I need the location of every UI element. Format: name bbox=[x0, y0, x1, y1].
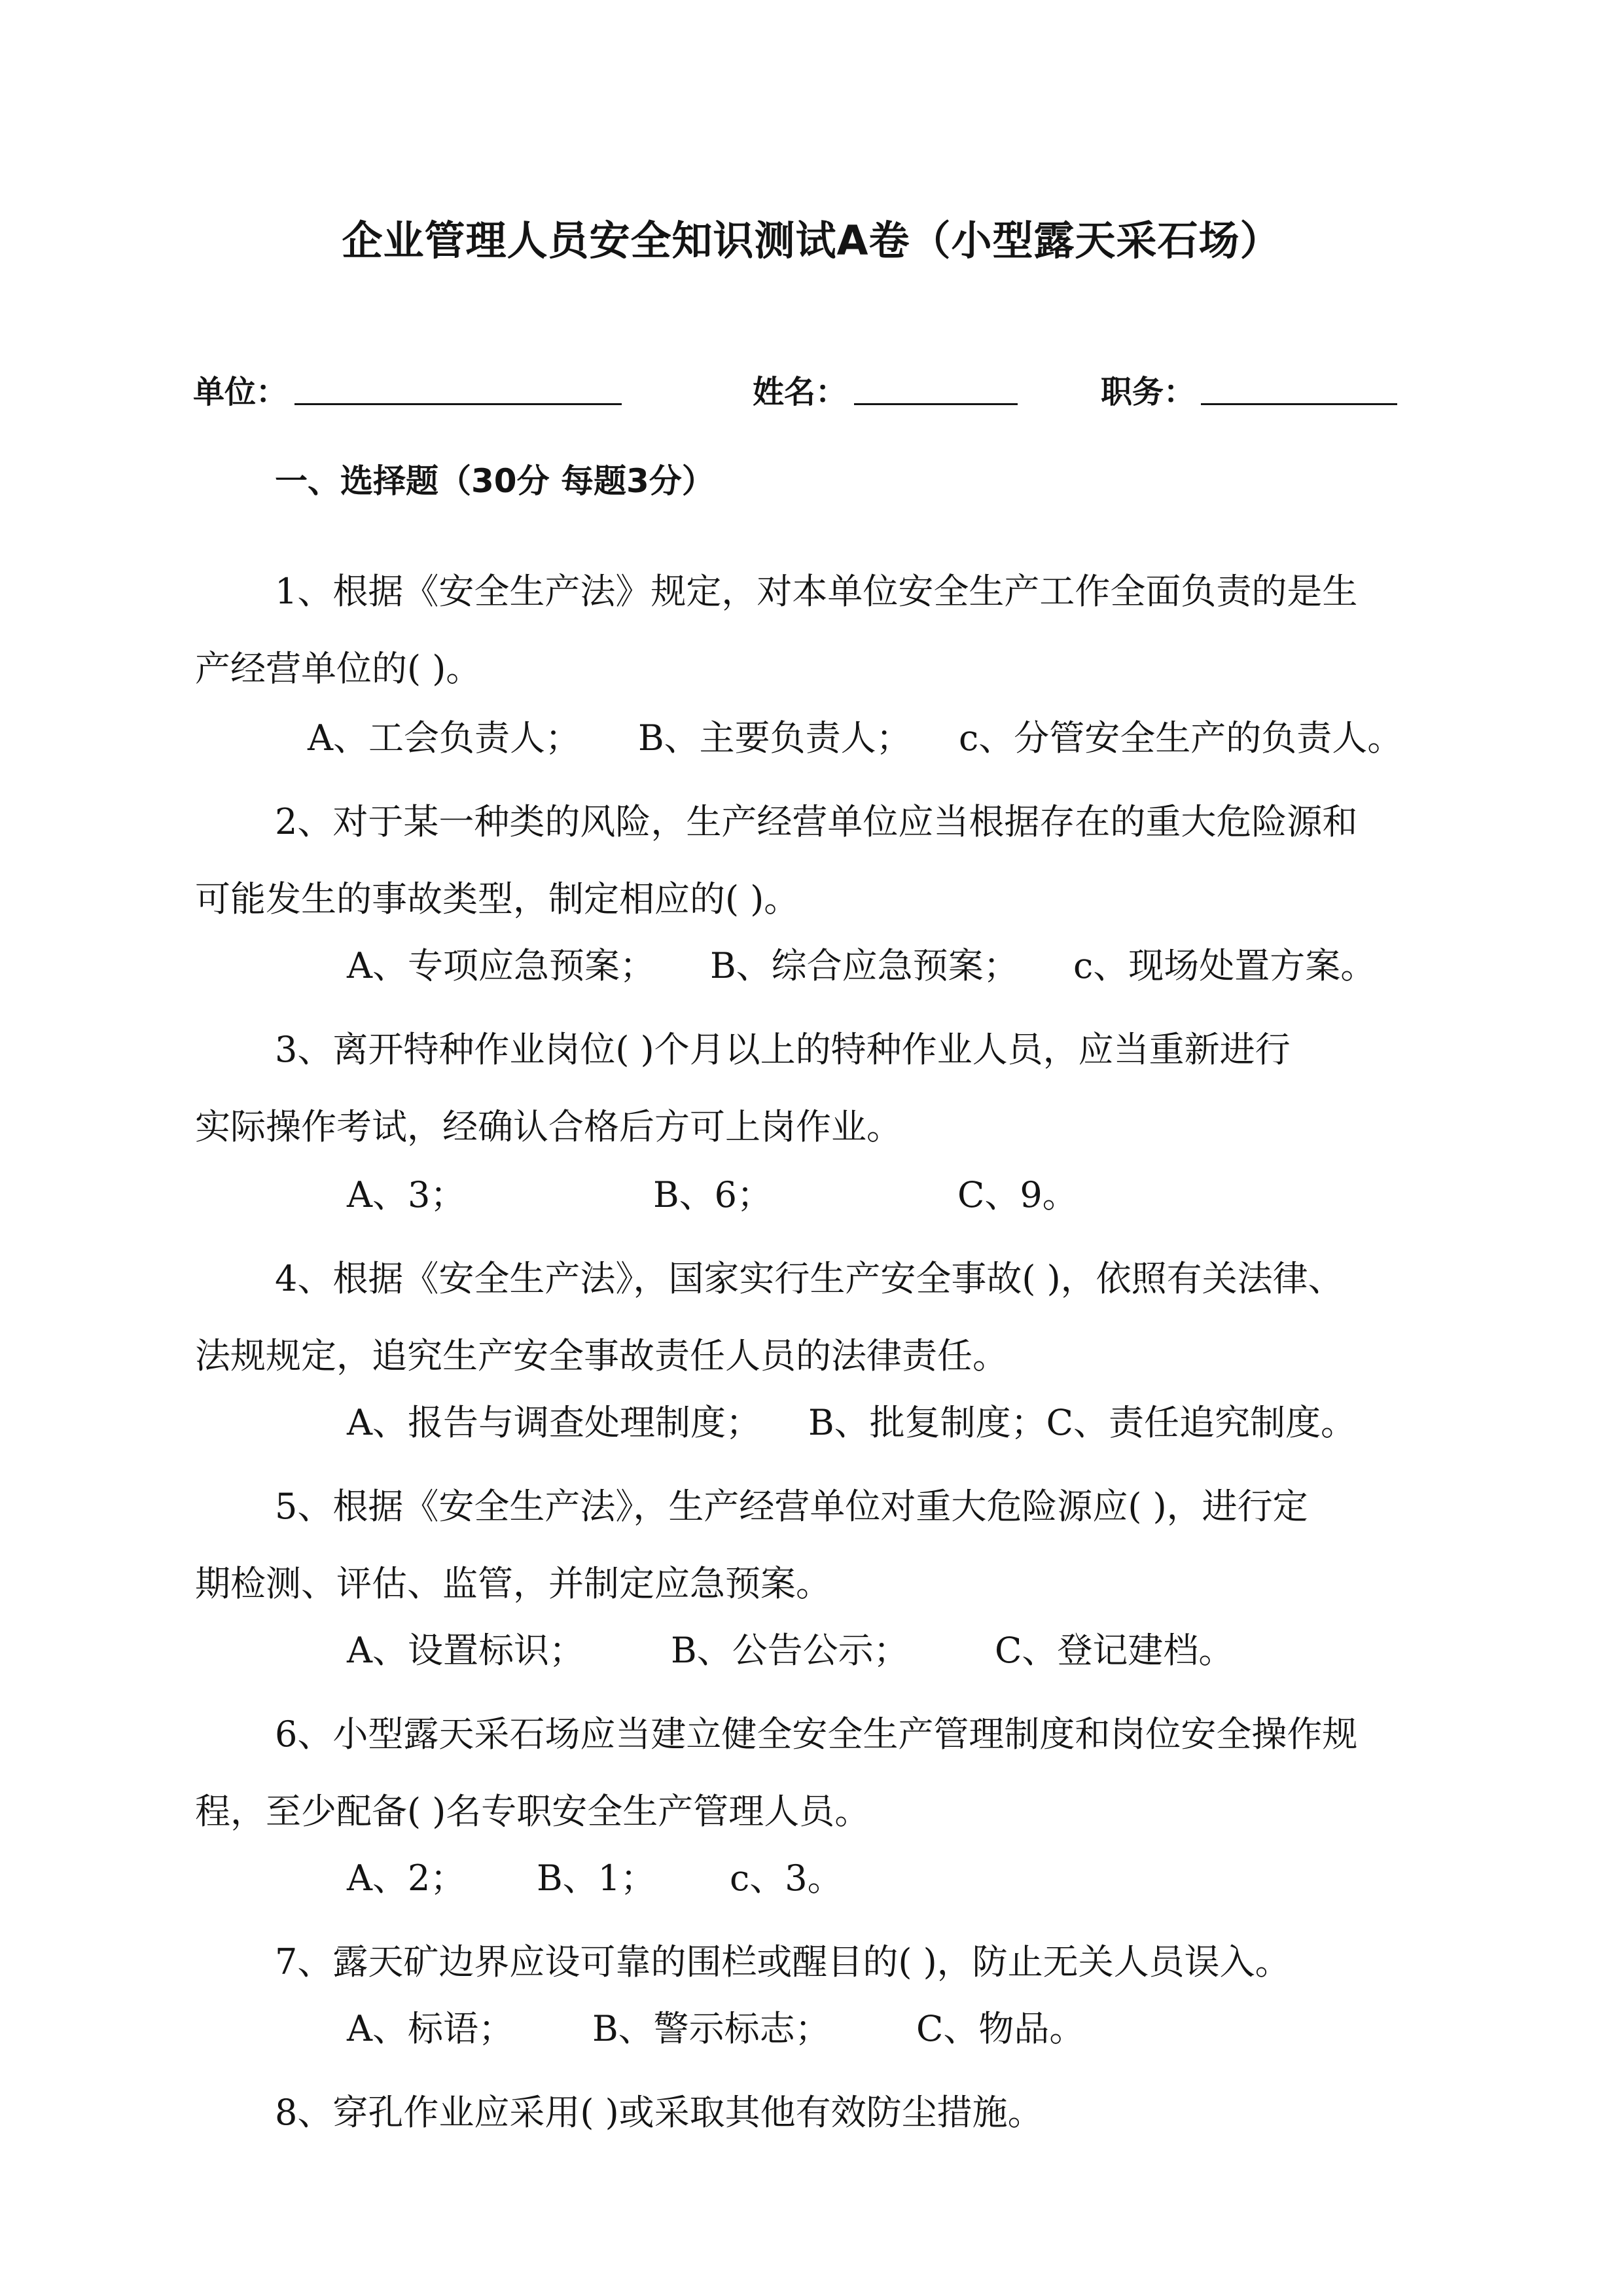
option-b[interactable]: B、主要负责人； bbox=[638, 717, 912, 759]
option-b[interactable]: B、6； bbox=[653, 1174, 773, 1215]
option-b[interactable]: B、公告公示； bbox=[671, 1630, 909, 1671]
page-title: 企业管理人员安全知识测试A卷（小型露天采石场） bbox=[342, 217, 1281, 264]
option-c[interactable]: C、9。 bbox=[957, 1174, 1078, 1215]
position-label: 职务： bbox=[1101, 374, 1196, 410]
question-line: 7、露天矿边界应设可靠的围栏或醒目的( )，防止无关人员误入。 bbox=[275, 1941, 1291, 1982]
option-c[interactable]: c、现场处置方案。 bbox=[1073, 945, 1376, 986]
option-a[interactable]: A、标语； bbox=[347, 2008, 514, 2049]
option-c[interactable]: c、分管安全生产的负责人。 bbox=[959, 717, 1403, 759]
question-line: 可能发生的事故类型，制定相应的( )。 bbox=[195, 878, 800, 920]
question-line: 4、根据《安全生产法》，国家实行生产安全事故( )，依照有关法律、 bbox=[275, 1258, 1344, 1299]
question-line: 1、根据《安全生产法》规定，对本单位安全生产工作全面负责的是生 bbox=[275, 571, 1358, 612]
option-a[interactable]: A、设置标识； bbox=[347, 1630, 584, 1671]
option-a[interactable]: A、报告与调查处理制度； bbox=[347, 1402, 761, 1443]
option-b[interactable]: B、警示标志； bbox=[592, 2008, 830, 2049]
option-c[interactable]: C、登记建档。 bbox=[995, 1630, 1234, 1671]
question-line: 期检测、评估、监管，并制定应急预案。 bbox=[195, 1563, 831, 1604]
option-a[interactable]: A、工会负责人； bbox=[308, 717, 580, 759]
option-a[interactable]: A、3； bbox=[347, 1174, 466, 1215]
unit-field[interactable] bbox=[294, 403, 622, 405]
position-field[interactable] bbox=[1201, 403, 1397, 405]
option-b[interactable]: B、综合应急预案； bbox=[710, 945, 1019, 986]
question-line: 2、对于某一种类的风险，生产经营单位应当根据存在的重大危险源和 bbox=[275, 801, 1358, 842]
option-c[interactable]: c、3。 bbox=[730, 1857, 843, 1899]
option-a[interactable]: A、2； bbox=[347, 1857, 466, 1899]
unit-label: 单位： bbox=[193, 374, 288, 410]
question-line: 8、穿孔作业应采用( )或采取其他有效防尘措施。 bbox=[275, 2092, 1043, 2133]
info-row bbox=[0, 367, 1623, 419]
question-line: 程，至少配备( )名专职安全生产管理人员。 bbox=[195, 1791, 870, 1832]
option-c[interactable]: C、物品。 bbox=[916, 2008, 1085, 2049]
option-b[interactable]: B、批复制度；C、责任追究制度。 bbox=[808, 1402, 1356, 1443]
name-label: 姓名： bbox=[753, 374, 847, 410]
question-line: 5、根据《安全生产法》，生产经营单位对重大危险源应( )，进行定 bbox=[275, 1486, 1308, 1527]
option-b[interactable]: B、1； bbox=[537, 1857, 656, 1899]
question-line: 6、小型露天采石场应当建立健全安全生产管理制度和岗位安全操作规 bbox=[275, 1713, 1358, 1755]
name-field[interactable] bbox=[854, 403, 1018, 405]
question-line: 实际操作考试，经确认合格后方可上岗作业。 bbox=[195, 1106, 902, 1147]
section-heading: 一、选择题（30分 每题3分） bbox=[275, 462, 715, 500]
option-a[interactable]: A、专项应急预案； bbox=[347, 945, 655, 986]
question-line: 3、离开特种作业岗位( )个月以上的特种作业人员，应当重新进行 bbox=[275, 1029, 1291, 1070]
question-line: 产经营单位的( )。 bbox=[195, 648, 482, 689]
question-line: 法规规定，追究生产安全事故责任人员的法律责任。 bbox=[195, 1335, 1008, 1376]
